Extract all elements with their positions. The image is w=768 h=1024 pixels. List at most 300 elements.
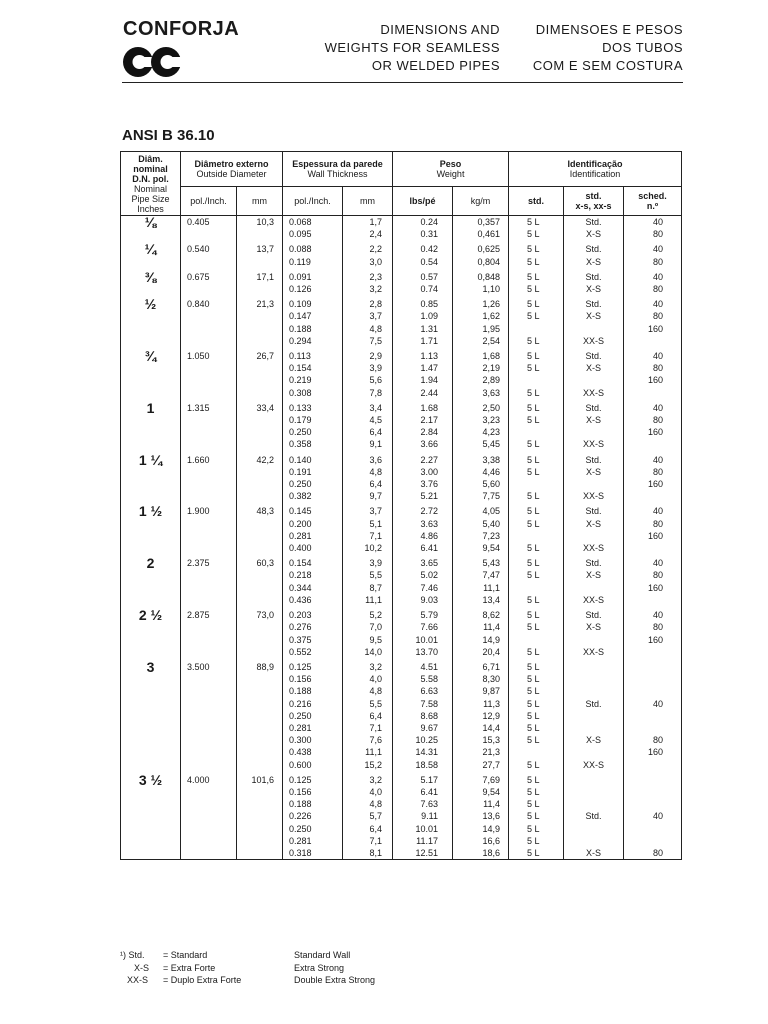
nominal-size-cell: [121, 283, 181, 295]
wall-inch-cell: 0.203: [283, 609, 343, 621]
weight-kg-cell: 2,54: [453, 335, 509, 347]
nominal-size-cell: [121, 621, 181, 633]
schedule-cell: [624, 786, 682, 798]
weight-lbs-cell: 7.63: [393, 798, 453, 810]
schedule-cell: 80: [624, 621, 682, 633]
table-row: [121, 634, 682, 646]
wall-inch-cell: 0.125: [283, 661, 343, 673]
outside-diameter-mm-cell: 48,3: [237, 505, 283, 517]
weight-kg-cell: 0,804: [453, 256, 509, 268]
wall-inch-cell: 0.145: [283, 505, 343, 517]
weight-kg-cell: 3,63: [453, 387, 509, 399]
outside-diameter-inch-cell: [181, 786, 237, 798]
std-cell: 5 L: [509, 283, 564, 295]
wall-mm-cell: 5,6: [343, 374, 393, 386]
std-cell: 5 L: [509, 661, 564, 673]
outside-diameter-mm-cell: 10,3: [237, 216, 283, 229]
table-row: [121, 402, 682, 414]
outside-diameter-inch-cell: [181, 387, 237, 399]
wall-inch-cell: 0.344: [283, 582, 343, 594]
std-xs-cell: [564, 710, 624, 722]
header-std-xs: std. x-s, xx-s: [564, 187, 624, 216]
schedule-cell: 160: [624, 746, 682, 758]
weight-kg-cell: 5,60: [453, 478, 509, 490]
nominal-size-cell: [121, 414, 181, 426]
weight-kg-cell: 9,87: [453, 685, 509, 697]
wall-inch-cell: 0.552: [283, 646, 343, 658]
outside-diameter-mm-cell: [237, 542, 283, 554]
weight-kg-cell: 5,40: [453, 518, 509, 530]
std-cell: 5 L: [509, 557, 564, 569]
std-cell: 5 L: [509, 362, 564, 374]
outside-diameter-mm-cell: 13,7: [237, 243, 283, 255]
wall-mm-cell: 9,7: [343, 490, 393, 502]
weight-kg-cell: 7,23: [453, 530, 509, 542]
wall-mm-cell: 3,2: [343, 774, 393, 786]
wall-mm-cell: 7,1: [343, 835, 393, 847]
header-std: std.: [509, 187, 564, 216]
outside-diameter-mm-cell: [237, 823, 283, 835]
nominal-size-cell: 2 ½: [121, 609, 181, 621]
std-xs-cell: XX-S: [564, 759, 624, 771]
wall-inch-cell: 0.147: [283, 310, 343, 322]
wall-mm-cell: 11,1: [343, 594, 393, 606]
outside-diameter-inch-cell: 2.375: [181, 557, 237, 569]
outside-diameter-mm-cell: [237, 634, 283, 646]
table-row: [121, 298, 682, 310]
outside-diameter-mm-cell: [237, 786, 283, 798]
nominal-size-cell: [121, 542, 181, 554]
std-xs-cell: Std.: [564, 810, 624, 822]
table-row: [121, 256, 682, 268]
wall-inch-cell: 0.308: [283, 387, 343, 399]
schedule-cell: 80: [624, 734, 682, 746]
wall-inch-cell: 0.250: [283, 478, 343, 490]
wall-mm-cell: 3,9: [343, 362, 393, 374]
nominal-size-cell: 1 ¼: [121, 454, 181, 466]
nominal-size-cell: [121, 847, 181, 860]
schedule-cell: [624, 710, 682, 722]
wall-inch-cell: 0.219: [283, 374, 343, 386]
table-row: [121, 661, 682, 673]
wall-inch-cell: 0.318: [283, 847, 343, 860]
schedule-cell: 80: [624, 310, 682, 322]
wall-inch-cell: 0.125: [283, 774, 343, 786]
weight-kg-cell: 4,23: [453, 426, 509, 438]
wall-inch-cell: 0.179: [283, 414, 343, 426]
outside-diameter-inch-cell: 0.675: [181, 271, 237, 283]
schedule-cell: 80: [624, 569, 682, 581]
weight-kg-cell: 13,4: [453, 594, 509, 606]
conforja-logo-icon: [122, 46, 184, 83]
weight-lbs-cell: 10.25: [393, 734, 453, 746]
std-cell: 5 L: [509, 798, 564, 810]
outside-diameter-mm-cell: [237, 685, 283, 697]
table-row: [121, 374, 682, 386]
wall-inch-cell: 0.119: [283, 256, 343, 268]
std-cell: 5 L: [509, 271, 564, 283]
schedule-cell: [624, 823, 682, 835]
weight-kg-cell: 4,05: [453, 505, 509, 517]
wall-inch-cell: 0.113: [283, 350, 343, 362]
brand-name: CONFORJA: [123, 18, 240, 40]
nominal-size-cell: [121, 634, 181, 646]
wall-mm-cell: 7,6: [343, 734, 393, 746]
wall-inch-cell: 0.156: [283, 786, 343, 798]
schedule-cell: 80: [624, 362, 682, 374]
outside-diameter-inch-cell: [181, 634, 237, 646]
table-row: [121, 216, 682, 229]
outside-diameter-inch-cell: [181, 569, 237, 581]
wall-inch-cell: 0.188: [283, 685, 343, 697]
weight-kg-cell: 1,62: [453, 310, 509, 322]
wall-mm-cell: 6,4: [343, 823, 393, 835]
weight-kg-cell: 5,43: [453, 557, 509, 569]
std-xs-cell: [564, 582, 624, 594]
std-xs-cell: XX-S: [564, 490, 624, 502]
footnote-pt: = Duplo Extra Forte: [163, 975, 242, 985]
wall-inch-cell: 0.091: [283, 271, 343, 283]
outside-diameter-mm-cell: 33,4: [237, 402, 283, 414]
std-xs-cell: X-S: [564, 569, 624, 581]
nominal-size-cell: [121, 746, 181, 758]
table-row: [121, 438, 682, 450]
wall-mm-cell: 4,5: [343, 414, 393, 426]
std-xs-cell: XX-S: [564, 542, 624, 554]
nominal-size-cell: [121, 823, 181, 835]
schedule-cell: 40: [624, 216, 682, 229]
wall-mm-cell: 8,1: [343, 847, 393, 860]
table-row: [121, 490, 682, 502]
weight-lbs-cell: 9.11: [393, 810, 453, 822]
table-row: [121, 414, 682, 426]
outside-diameter-inch-cell: [181, 710, 237, 722]
table-row: [121, 847, 682, 860]
outside-diameter-inch-cell: [181, 438, 237, 450]
schedule-cell: [624, 490, 682, 502]
wall-inch-cell: 0.436: [283, 594, 343, 606]
weight-kg-cell: 11,3: [453, 698, 509, 710]
std-cell: 5 L: [509, 609, 564, 621]
outside-diameter-inch-cell: [181, 466, 237, 478]
outside-diameter-inch-cell: [181, 518, 237, 530]
wall-mm-cell: 3,4: [343, 402, 393, 414]
schedule-cell: 160: [624, 426, 682, 438]
table-row: [121, 673, 682, 685]
wall-mm-cell: 5,2: [343, 609, 393, 621]
std-xs-cell: [564, 426, 624, 438]
table-row: [121, 505, 682, 517]
schedule-cell: 40: [624, 505, 682, 517]
std-cell: 5 L: [509, 698, 564, 710]
wall-inch-cell: 0.088: [283, 243, 343, 255]
std-xs-cell: Std.: [564, 609, 624, 621]
schedule-cell: 40: [624, 557, 682, 569]
nominal-size-cell: ½: [121, 298, 181, 310]
weight-kg-cell: 4,46: [453, 466, 509, 478]
weight-lbs-cell: 0.85: [393, 298, 453, 310]
wall-inch-cell: 0.276: [283, 621, 343, 633]
schedule-cell: 160: [624, 478, 682, 490]
nominal-size-cell: [121, 362, 181, 374]
std-cell: [509, 634, 564, 646]
outside-diameter-mm-cell: [237, 835, 283, 847]
weight-kg-cell: 12,9: [453, 710, 509, 722]
std-xs-cell: Std.: [564, 298, 624, 310]
outside-diameter-mm-cell: [237, 810, 283, 822]
std-xs-cell: [564, 634, 624, 646]
outside-diameter-inch-cell: [181, 542, 237, 554]
outside-diameter-inch-cell: 0.840: [181, 298, 237, 310]
header-nominal-size: Diâm. nominal D.N. pol. Nominal Pipe Size Inches: [121, 152, 181, 216]
outside-diameter-inch-cell: [181, 673, 237, 685]
outside-diameter-inch-cell: [181, 685, 237, 697]
weight-lbs-cell: 6.41: [393, 786, 453, 798]
header-od-mm: mm: [237, 187, 283, 216]
outside-diameter-mm-cell: 88,9: [237, 661, 283, 673]
outside-diameter-inch-cell: [181, 698, 237, 710]
std-cell: [509, 426, 564, 438]
nominal-size-cell: [121, 759, 181, 771]
schedule-cell: 80: [624, 847, 682, 860]
schedule-cell: [624, 542, 682, 554]
weight-lbs-cell: 5.79: [393, 609, 453, 621]
wall-inch-cell: 0.281: [283, 530, 343, 542]
weight-lbs-cell: 7.46: [393, 582, 453, 594]
weight-lbs-cell: 6.63: [393, 685, 453, 697]
weight-kg-cell: 1,10: [453, 283, 509, 295]
wall-mm-cell: 7,8: [343, 387, 393, 399]
table-row: [121, 454, 682, 466]
schedule-cell: 40: [624, 454, 682, 466]
nominal-size-cell: [121, 734, 181, 746]
nominal-size-cell: [121, 594, 181, 606]
weight-lbs-cell: 10.01: [393, 634, 453, 646]
outside-diameter-inch-cell: [181, 722, 237, 734]
wall-inch-cell: 0.188: [283, 323, 343, 335]
table-row: [121, 466, 682, 478]
std-cell: 5 L: [509, 710, 564, 722]
wall-inch-cell: 0.095: [283, 228, 343, 240]
wall-inch-cell: 0.281: [283, 722, 343, 734]
std-xs-cell: X-S: [564, 734, 624, 746]
outside-diameter-mm-cell: [237, 722, 283, 734]
schedule-cell: 40: [624, 350, 682, 362]
table-row: [121, 582, 682, 594]
wall-inch-cell: 0.156: [283, 673, 343, 685]
table-row: [121, 774, 682, 786]
std-xs-cell: X-S: [564, 228, 624, 240]
outside-diameter-mm-cell: [237, 490, 283, 502]
std-xs-cell: Std.: [564, 454, 624, 466]
weight-kg-cell: 14,9: [453, 823, 509, 835]
schedule-cell: 40: [624, 243, 682, 255]
wall-inch-cell: 0.250: [283, 823, 343, 835]
weight-kg-cell: 21,3: [453, 746, 509, 758]
wall-mm-cell: 6,4: [343, 426, 393, 438]
wall-mm-cell: 4,8: [343, 685, 393, 697]
weight-lbs-cell: 13.70: [393, 646, 453, 658]
outside-diameter-inch-cell: [181, 490, 237, 502]
std-xs-cell: X-S: [564, 310, 624, 322]
weight-kg-cell: 11,4: [453, 621, 509, 633]
table-row: [121, 746, 682, 758]
outside-diameter-mm-cell: [237, 798, 283, 810]
std-cell: [509, 746, 564, 758]
table-row: [121, 734, 682, 746]
std-xs-cell: X-S: [564, 518, 624, 530]
weight-lbs-cell: 5.02: [393, 569, 453, 581]
weight-kg-cell: 0,625: [453, 243, 509, 255]
outside-diameter-mm-cell: 60,3: [237, 557, 283, 569]
footnote-abbr: X-S: [134, 962, 150, 973]
wall-mm-cell: 3,7: [343, 310, 393, 322]
weight-kg-cell: 1,68: [453, 350, 509, 362]
weight-lbs-cell: 3.76: [393, 478, 453, 490]
header-schedule: sched. n.º: [624, 187, 682, 216]
table-row: [121, 542, 682, 554]
wall-mm-cell: 2,4: [343, 228, 393, 240]
wall-inch-cell: 0.191: [283, 466, 343, 478]
std-xs-cell: [564, 323, 624, 335]
outside-diameter-mm-cell: [237, 673, 283, 685]
outside-diameter-mm-cell: [237, 569, 283, 581]
footnote-abbr: XX-S: [127, 975, 149, 985]
outside-diameter-inch-cell: [181, 759, 237, 771]
nominal-size-cell: [121, 323, 181, 335]
outside-diameter-mm-cell: [237, 530, 283, 542]
schedule-cell: 80: [624, 283, 682, 295]
nominal-size-cell: [121, 698, 181, 710]
outside-diameter-mm-cell: [237, 582, 283, 594]
schedule-cell: 160: [624, 374, 682, 386]
table-row: [121, 798, 682, 810]
nominal-size-cell: [121, 582, 181, 594]
outside-diameter-mm-cell: [237, 847, 283, 860]
wall-mm-cell: 3,2: [343, 283, 393, 295]
weight-kg-cell: 13,6: [453, 810, 509, 822]
weight-lbs-cell: 0.31: [393, 228, 453, 240]
standard-title: ANSI B 36.10: [122, 127, 215, 144]
weight-lbs-cell: 14.31: [393, 746, 453, 758]
wall-mm-cell: 4,8: [343, 323, 393, 335]
wall-mm-cell: 14,0: [343, 646, 393, 658]
wall-mm-cell: 3,9: [343, 557, 393, 569]
footnote-pt: = Standard: [163, 950, 208, 960]
footnote-en: Extra Strong: [294, 962, 345, 973]
schedule-cell: 80: [624, 466, 682, 478]
wall-mm-cell: 7,1: [343, 530, 393, 542]
std-xs-cell: [564, 774, 624, 786]
std-xs-cell: Std.: [564, 350, 624, 362]
outside-diameter-mm-cell: 42,2: [237, 454, 283, 466]
wall-inch-cell: 0.216: [283, 698, 343, 710]
std-xs-cell: [564, 722, 624, 734]
weight-lbs-cell: 5.17: [393, 774, 453, 786]
schedule-cell: [624, 646, 682, 658]
wall-inch-cell: 0.154: [283, 362, 343, 374]
table-row: [121, 530, 682, 542]
table-row: [121, 387, 682, 399]
wall-inch-cell: 0.126: [283, 283, 343, 295]
weight-kg-cell: 0,461: [453, 228, 509, 240]
nominal-size-cell: [121, 646, 181, 658]
wall-mm-cell: 9,1: [343, 438, 393, 450]
weight-lbs-cell: 2.27: [393, 454, 453, 466]
header-wt-mm: mm: [343, 187, 393, 216]
weight-kg-cell: 6,71: [453, 661, 509, 673]
schedule-cell: [624, 835, 682, 847]
std-cell: [509, 323, 564, 335]
schedule-cell: [624, 673, 682, 685]
schedule-cell: 160: [624, 582, 682, 594]
weight-kg-cell: 16,6: [453, 835, 509, 847]
nominal-size-cell: [121, 256, 181, 268]
outside-diameter-mm-cell: [237, 478, 283, 490]
outside-diameter-inch-cell: 0.405: [181, 216, 237, 229]
outside-diameter-inch-cell: [181, 847, 237, 860]
table-row: [121, 759, 682, 771]
schedule-cell: [624, 759, 682, 771]
outside-diameter-inch-cell: 3.500: [181, 661, 237, 673]
outside-diameter-mm-cell: [237, 438, 283, 450]
wall-mm-cell: 2,2: [343, 243, 393, 255]
weight-lbs-cell: 4.51: [393, 661, 453, 673]
wall-mm-cell: 6,4: [343, 478, 393, 490]
std-xs-cell: X-S: [564, 362, 624, 374]
schedule-cell: 40: [624, 271, 682, 283]
weight-lbs-cell: 18.58: [393, 759, 453, 771]
table-row: [121, 335, 682, 347]
wall-inch-cell: 0.250: [283, 426, 343, 438]
weight-lbs-cell: 5.58: [393, 673, 453, 685]
nominal-size-cell: [121, 798, 181, 810]
weight-lbs-cell: 7.66: [393, 621, 453, 633]
outside-diameter-inch-cell: 2.875: [181, 609, 237, 621]
wall-inch-cell: 0.400: [283, 542, 343, 554]
nominal-size-cell: [121, 490, 181, 502]
outside-diameter-inch-cell: [181, 594, 237, 606]
weight-kg-cell: 5,45: [453, 438, 509, 450]
std-xs-cell: X-S: [564, 414, 624, 426]
wall-mm-cell: 1,7: [343, 216, 393, 229]
table-row: [121, 426, 682, 438]
outside-diameter-mm-cell: 26,7: [237, 350, 283, 362]
table-row: [121, 823, 682, 835]
header-od-inch: pol./Inch.: [181, 187, 237, 216]
table-row: [121, 350, 682, 362]
std-cell: 5 L: [509, 774, 564, 786]
std-xs-cell: [564, 673, 624, 685]
weight-lbs-cell: 0.54: [393, 256, 453, 268]
std-xs-cell: XX-S: [564, 335, 624, 347]
weight-lbs-cell: 1.13: [393, 350, 453, 362]
table-row: [121, 243, 682, 255]
wall-mm-cell: 7,0: [343, 621, 393, 633]
schedule-cell: 160: [624, 323, 682, 335]
weight-lbs-cell: 2.44: [393, 387, 453, 399]
nominal-size-cell: [121, 710, 181, 722]
outside-diameter-inch-cell: [181, 810, 237, 822]
std-cell: 5 L: [509, 256, 564, 268]
header-wt-inch: pol./Inch.: [283, 187, 343, 216]
wall-mm-cell: 4,0: [343, 786, 393, 798]
std-xs-cell: X-S: [564, 256, 624, 268]
schedule-cell: [624, 387, 682, 399]
nominal-size-cell: [121, 310, 181, 322]
weight-kg-cell: 2,19: [453, 362, 509, 374]
outside-diameter-inch-cell: 0.540: [181, 243, 237, 255]
